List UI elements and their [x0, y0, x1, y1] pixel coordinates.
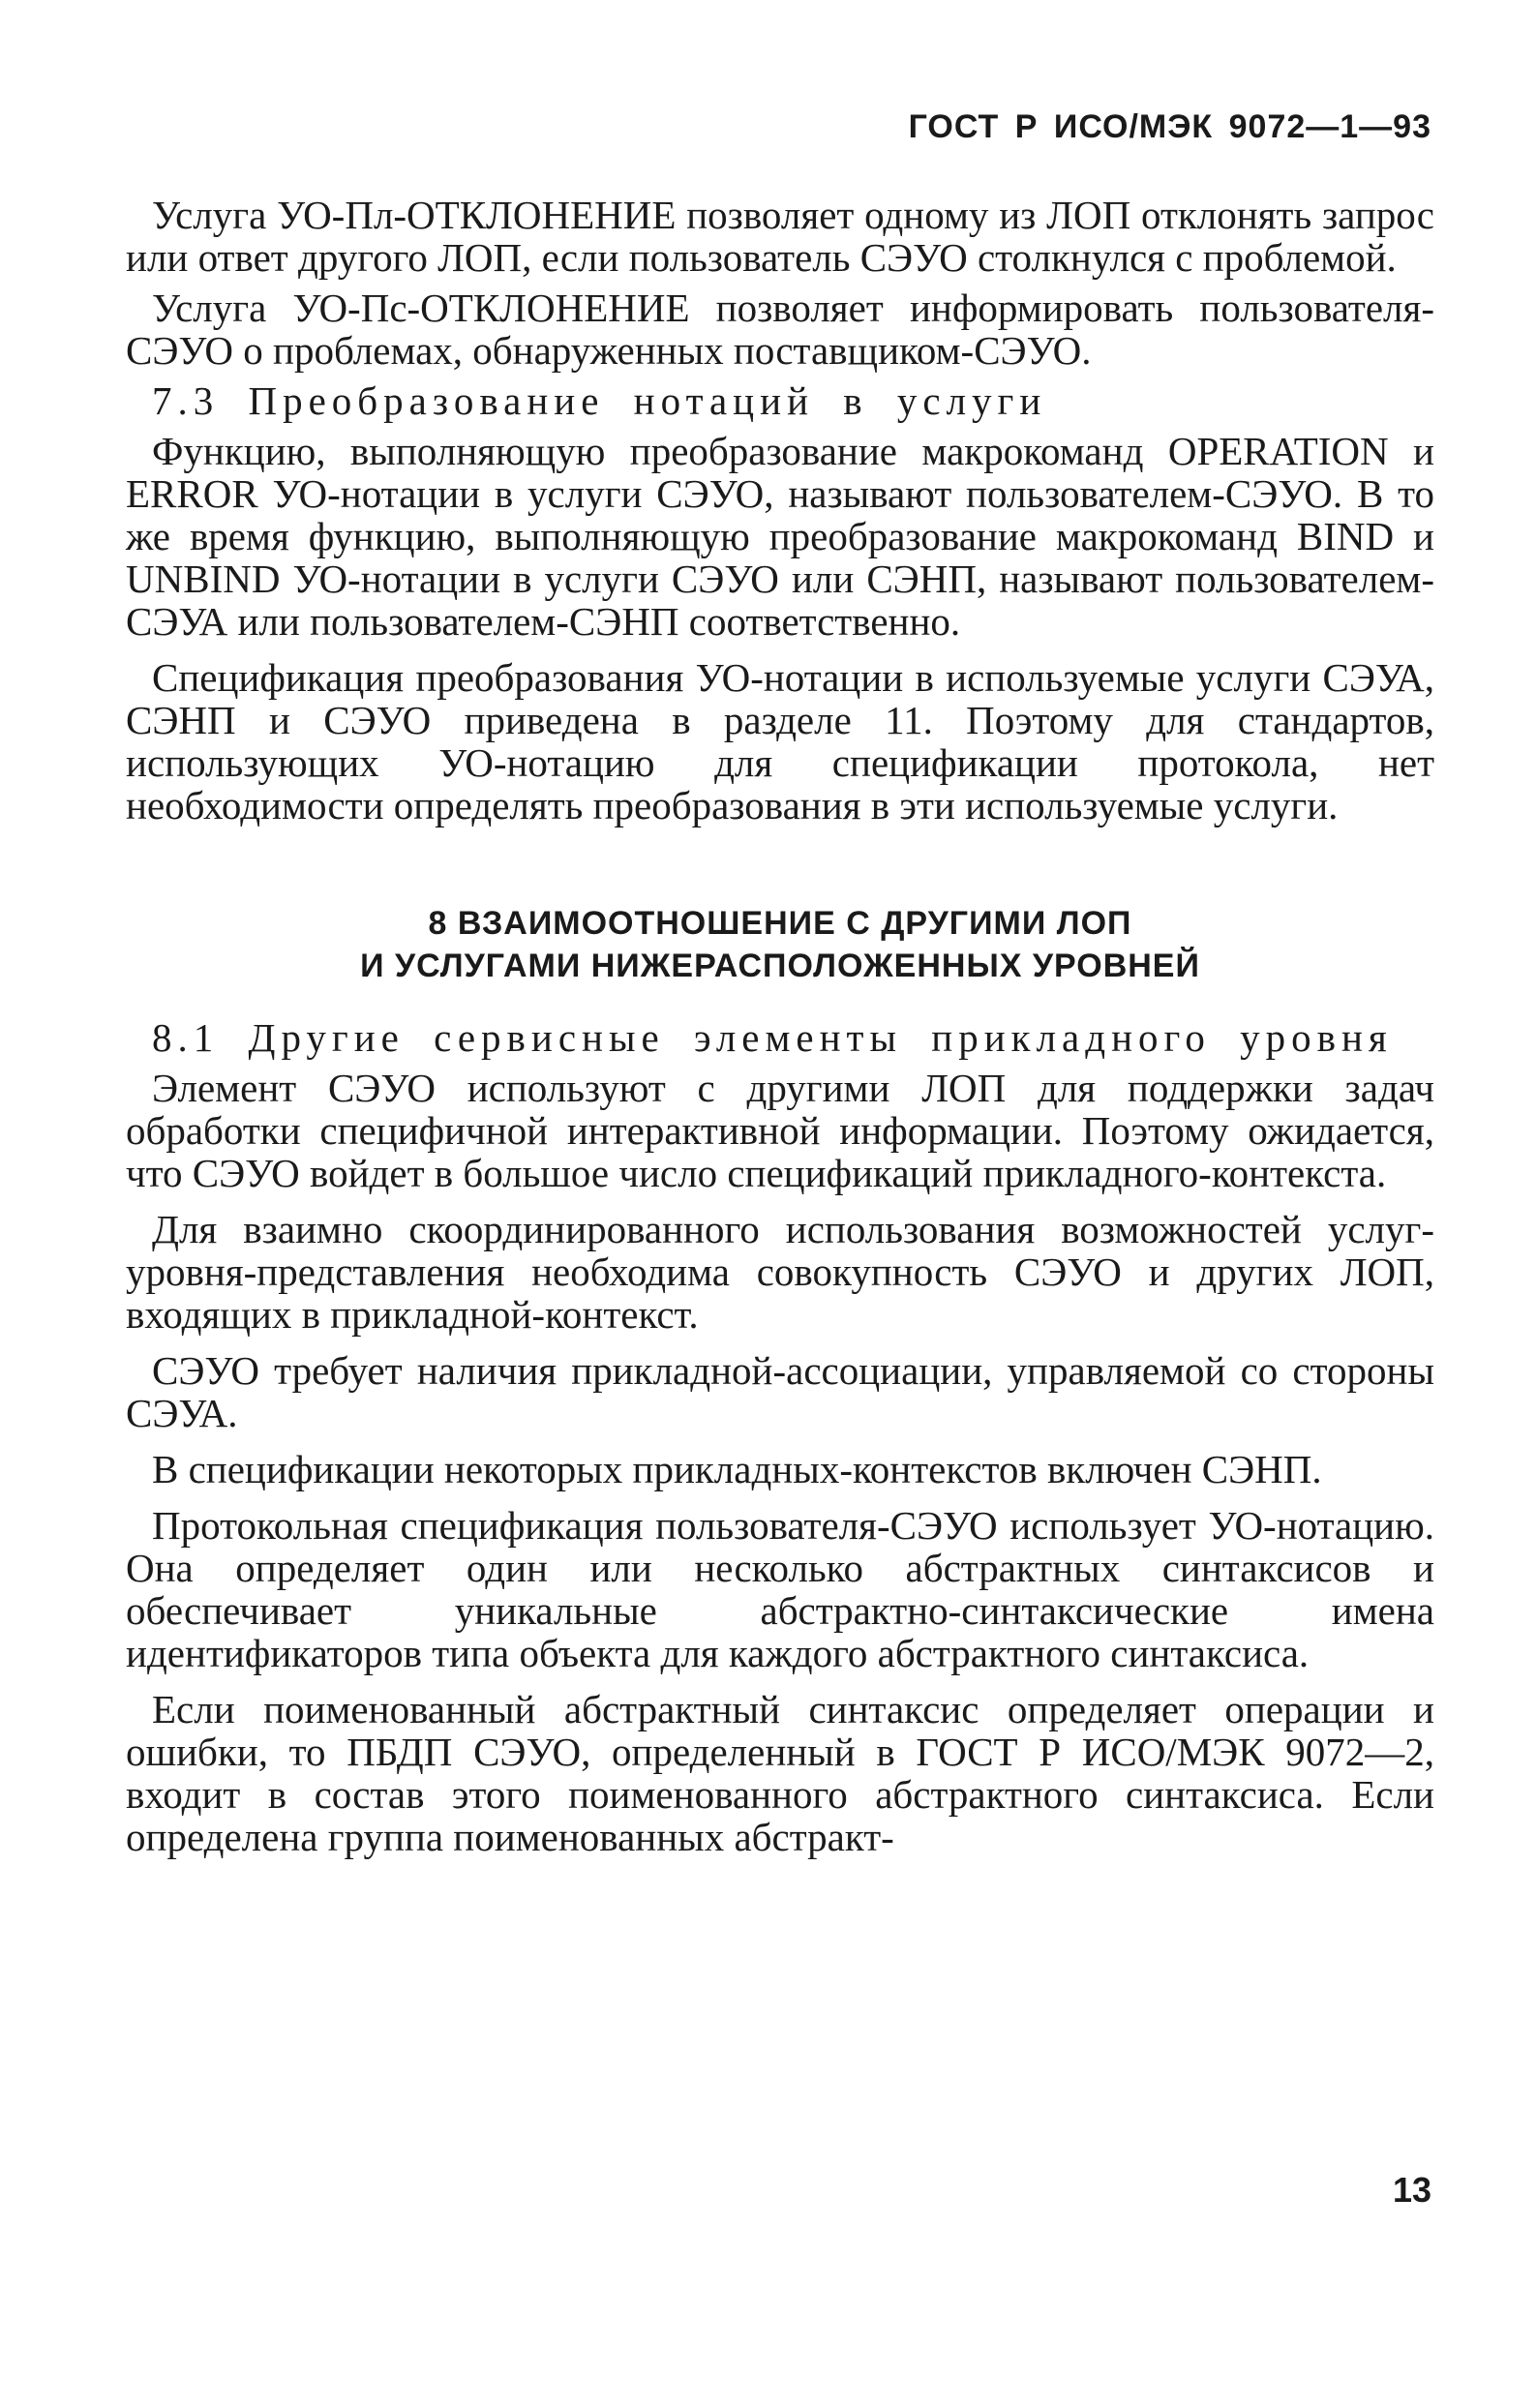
spacer: [126, 827, 1434, 902]
subsection-heading: 8.1 Другие сервисные элементы прикладного уровня: [152, 1015, 1393, 1060]
spacer: [126, 987, 1434, 1016]
paragraph: Если поименованный абстрактный синтаксис определяет операции и ошибки, то ПБДП СЭУО, определенный в ГОСТ Р ИСО/МЭК 9072—2, входит в состав этого поименованного абстрактного синтаксиса. Если определена группа поименованных абстракт-: [126, 1687, 1434, 1859]
page-body: [126, 194, 1434, 1858]
page-number: 13: [1392, 2170, 1431, 2210]
subsection-heading: 7.3 Преобразование нотаций в услуги: [152, 378, 1047, 423]
paragraph: Услуга УО-Пс-ОТКЛОНЕНИЕ позволяет информировать пользователя-СЭУО о проблемах, обнаруженных поставщиком-СЭУО.: [126, 286, 1434, 373]
paragraph: Элемент СЭУО используют с другими ЛОП для поддержки задач обработки специфичной интерактивной информации. Поэтому ожидается, что СЭУО войдет в большое число спецификаций прикладного-контекста.: [126, 1066, 1434, 1195]
paragraph: В спецификации некоторых прикладных-контекстов включен СЭНП.: [152, 1447, 1322, 1491]
running-header: ГОСТ Р ИСО/МЭК 9072—1—93: [908, 108, 1431, 145]
spacer: [126, 1490, 1434, 1504]
paragraph: Для взаимно скоординированного использования возможностей услуг-уровня-представления необходима совокупность СЭУО и других ЛОП, входящих в прикладной-контекст.: [126, 1207, 1434, 1337]
spacer: [126, 643, 1434, 656]
paragraph: Спецификация преобразования УО-нотации в используемые услуги СЭУА, СЭНП и СЭУО приведена в разделе 11. Поэтому для стандартов, использующих УО-нотацию для спецификации протокола, нет необходимости определять преобразования в эти используемые услуги.: [126, 655, 1434, 828]
spacer: [126, 1336, 1434, 1349]
paragraph: СЭУО требует наличия прикладной-ассоциации, управляемой со стороны СЭУА.: [126, 1348, 1434, 1435]
section-heading-line: И УСЛУГАМИ НИЖЕРАСПОЛОЖЕННЫХ УРОВНЕЙ: [360, 948, 1200, 984]
spacer: [126, 1674, 1434, 1688]
paragraph: Протокольная спецификация пользователя-СЭУО использует УО-нотацию. Она определяет один или несколько абстрактных синтаксисов и обеспечивает уникальные абстрактно-синтаксические имена идентификаторов типа объекта для каждого абстрактного синтаксиса.: [126, 1503, 1434, 1675]
paragraph: Услуга УО-Пл-ОТКЛОНЕНИЕ позволяет одному из ЛОП отклонять запрос или ответ другого ЛОП, если пользователь СЭУО столкнулся с проблемой.: [126, 193, 1434, 280]
section-heading-line: 8 ВЗАИМООТНОШЕНИЕ С ДРУГИМИ ЛОП: [428, 905, 1132, 942]
section-heading: [126, 902, 1434, 987]
spacer: [126, 1194, 1434, 1208]
spacer: [126, 1434, 1434, 1448]
paragraph: Функцию, выполняющую преобразование макрокоманд OPERATION и ERROR УО-нотации в услуги СЭУО, называют пользователем-СЭУО. В то же время функцию, выполняющую преобразование макрокоманд BIND и UNBIND УО-нотации в услуги СЭУО или СЭНП, называют пользователем-СЭУА или пользователем-СЭНП соответственно.: [126, 429, 1434, 644]
